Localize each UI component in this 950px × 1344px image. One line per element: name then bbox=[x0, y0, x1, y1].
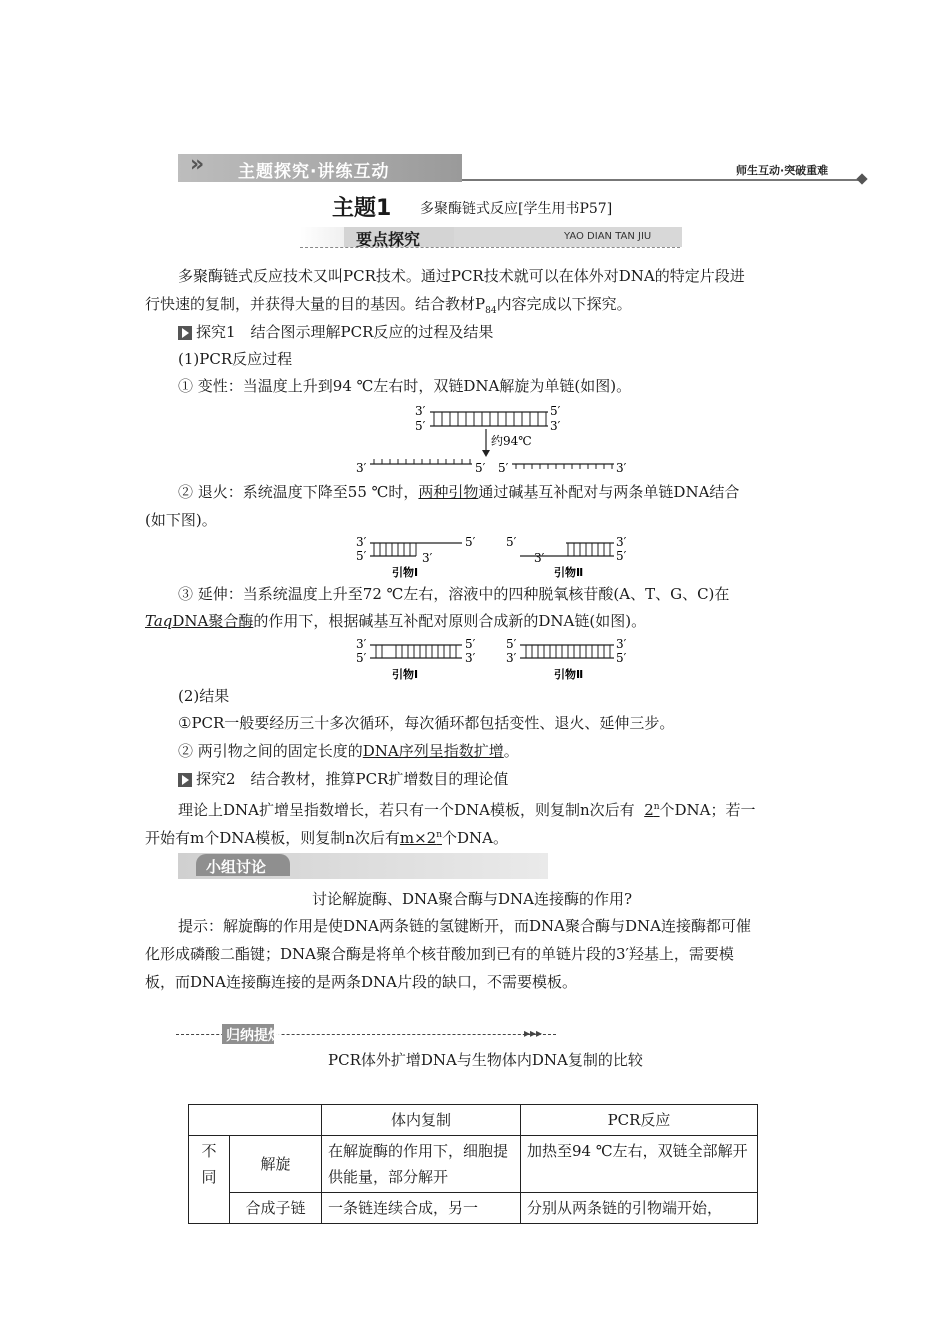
svg-text:引物Ⅱ: 引物Ⅱ bbox=[554, 668, 584, 681]
svg-text:5′: 5′ bbox=[356, 651, 367, 665]
table-cell: 分别从两条链的引物端开始， bbox=[521, 1193, 758, 1224]
svg-text:3′: 3′ bbox=[506, 651, 517, 665]
svg-text:引物Ⅱ: 引物Ⅱ bbox=[554, 566, 584, 579]
svg-text:3′: 3′ bbox=[616, 535, 627, 549]
diamond-icon bbox=[856, 173, 867, 184]
table-row bbox=[189, 1193, 758, 1224]
group-discussion-title: 小组讨论 bbox=[206, 858, 267, 876]
step-anneal-cont: (如下图)。 bbox=[145, 511, 217, 529]
explore2-line-2: 开始有m个DNA模板，则复制n次后有$m\times 2^n$个DNA。 bbox=[145, 829, 508, 847]
svg-text:5′: 5′ bbox=[465, 535, 476, 549]
table-header: 体内复制 bbox=[322, 1105, 521, 1136]
svg-text:3′: 3′ bbox=[616, 637, 627, 651]
result-2: ② 两引物之间的固定长度的DNA序列呈指数扩增。 bbox=[178, 742, 519, 760]
arrow-right-icon: ▸▸▸ bbox=[524, 1026, 543, 1040]
svg-text:引物Ⅰ: 引物Ⅰ bbox=[392, 566, 419, 579]
summary-caption: PCR体外扩增DNA与生物体内DNA复制的比较 bbox=[328, 1051, 643, 1069]
discussion-question: 讨论解旋酶、DNA聚合酶与DNA连接酶的作用? bbox=[312, 890, 633, 908]
svg-text:5′: 5′ bbox=[498, 461, 509, 475]
table-cell: 一条链连续合成，另一 bbox=[322, 1193, 521, 1224]
play-icon bbox=[178, 326, 192, 340]
table-row bbox=[189, 1136, 758, 1193]
result-1: ①PCR一般要经历三十多次循环，每次循环都包括变性、退火、延伸三步。 bbox=[178, 714, 675, 732]
denature-diagram bbox=[350, 402, 640, 477]
svg-text:5′: 5′ bbox=[616, 549, 627, 563]
anneal-diagram bbox=[350, 534, 640, 580]
section-english: YAO DIAN TAN JIU bbox=[564, 231, 652, 242]
svg-text:约94℃: 约94℃ bbox=[491, 434, 532, 448]
svg-text:3′: 3′ bbox=[356, 535, 367, 549]
topic-subtitle: 多聚酶链式反应[学生用书P57] bbox=[420, 201, 613, 217]
svg-text:3′: 3′ bbox=[465, 651, 476, 665]
svg-text:3′: 3′ bbox=[356, 461, 367, 475]
svg-text:3′: 3′ bbox=[550, 419, 561, 433]
banner-title: 主题探究·讲练互动 bbox=[238, 162, 390, 182]
svg-text:3′: 3′ bbox=[356, 637, 367, 651]
summary-title: 归纳提炼 bbox=[226, 1028, 282, 1044]
topic-title: 主题1 bbox=[332, 196, 392, 221]
discussion-answer-3: 板，而DNA连接酶连接的是两条DNA片段的缺口，不需要模板。 bbox=[145, 973, 577, 991]
intro-line-2: 行快速的复制，并获得大量的目的基因。结合教材$P_{84}$内容完成以下探究。 bbox=[145, 295, 632, 316]
svg-text:5′: 5′ bbox=[356, 549, 367, 563]
svg-text:5′: 5′ bbox=[475, 461, 486, 475]
svg-text:3′: 3′ bbox=[534, 551, 545, 565]
svg-text:3′: 3′ bbox=[415, 404, 426, 418]
table-row-label: 解旋 bbox=[230, 1136, 322, 1193]
svg-text:3′: 3′ bbox=[422, 551, 433, 565]
svg-text:5′: 5′ bbox=[550, 404, 561, 418]
discussion-answer-1: 提示：解旋酶的作用是使DNA两条链的氢键断开，而DNA聚合酶与DNA连接酶都可催 bbox=[178, 917, 751, 935]
table-row bbox=[189, 1105, 758, 1136]
svg-text:5′: 5′ bbox=[465, 637, 476, 651]
table-row-label: 合成子链 bbox=[230, 1193, 322, 1224]
svg-text:5′: 5′ bbox=[415, 419, 426, 433]
step-denature: ① 变性：当温度上升到94 ℃左右时，双链DNA解旋为单链(如图)。 bbox=[178, 377, 632, 395]
table-cell: 加热至94 ℃左右，双链全部解开 bbox=[521, 1136, 758, 1193]
chevron-right-icon: » bbox=[190, 152, 205, 177]
extend-diagram bbox=[350, 636, 640, 682]
intro-line-1: 多聚酶链式反应技术又叫PCR技术。通过PCR技术就可以在体外对DNA的特定片段进 bbox=[178, 267, 745, 285]
table-cell-empty bbox=[189, 1105, 322, 1136]
step-extend: ③ 延伸：当系统温度上升至72 ℃左右，溶液中的四种脱氧核苷酸(A、T、G、C)在 bbox=[178, 585, 730, 603]
right-tag: 师生互动·突破重难 bbox=[736, 164, 829, 177]
table-group-label: 不同 bbox=[189, 1136, 230, 1224]
explore2-heading: 探究2 结合教材，推算PCR扩增数目的理论值 bbox=[178, 765, 508, 793]
svg-text:3′: 3′ bbox=[616, 461, 627, 475]
svg-text:引物Ⅰ: 引物Ⅰ bbox=[392, 668, 419, 681]
step-anneal: ② 退火：系统温度下降至55 ℃时，两种引物通过碱基互补配对与两条单链DNA结合 bbox=[178, 483, 740, 501]
comparison-table bbox=[188, 1104, 758, 1224]
explore1-sub1: (1)PCR反应过程 bbox=[178, 350, 293, 368]
section-title: 要点探究 bbox=[356, 230, 421, 249]
discussion-answer-2: 化形成磷酸二酯键；DNA聚合酶是将单个核苷酸加到已有的单链片段的3′羟基上，需要模 bbox=[145, 945, 734, 963]
play-icon bbox=[178, 773, 192, 787]
svg-text:5′: 5′ bbox=[616, 651, 627, 665]
header-rule bbox=[462, 179, 862, 181]
table-header: PCR反应 bbox=[521, 1105, 758, 1136]
table-cell: 在解旋酶的作用下，细胞提供能量，部分解开 bbox=[322, 1136, 521, 1193]
svg-text:5′: 5′ bbox=[506, 535, 517, 549]
explore2-line-1: 理论上DNA扩增呈指数增长，若只有一个DNA模板，则复制n次后有 2$^n$个DNA；若一 bbox=[178, 801, 756, 819]
explore1-heading: 探究1 结合图示理解PCR反应的过程及结果 bbox=[178, 318, 493, 346]
step-extend-cont: TaqDNA聚合酶的作用下，根据碱基互补配对原则合成新的DNA链(如图)。 bbox=[145, 612, 647, 630]
result-heading: (2)结果 bbox=[178, 687, 230, 705]
section-dash bbox=[300, 247, 680, 248]
svg-text:5′: 5′ bbox=[506, 637, 517, 651]
